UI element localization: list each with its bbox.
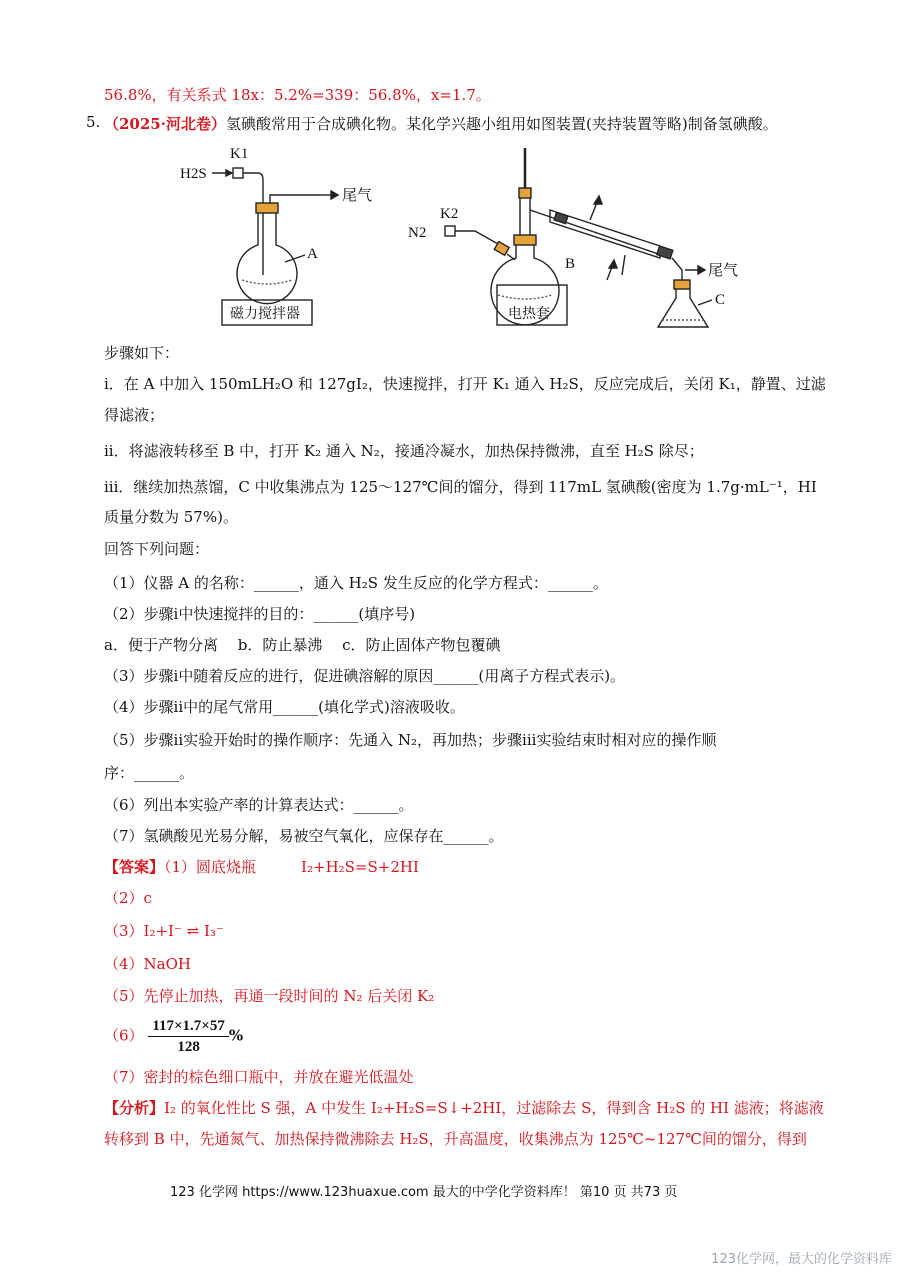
- answer-prompt: 回答下列问题：: [104, 540, 210, 558]
- flask-a: [237, 213, 297, 304]
- liquid-a: [242, 280, 292, 284]
- answer-6: [104, 1016, 243, 1057]
- analysis-label: 【分析】: [104, 1099, 165, 1117]
- apparatus-diagram: [170, 140, 770, 335]
- tail-gas-label-2: 尾气: [708, 263, 739, 279]
- erlenmeyer-c: [658, 289, 708, 327]
- gas-inlet-tube: [243, 173, 263, 275]
- question-source: （2025·河北卷）: [104, 115, 226, 133]
- answer-5: （5）先停止加热，再通一段时间的 N₂ 后关闭 K₂: [104, 987, 435, 1005]
- distilling-head: [520, 198, 530, 235]
- label-a: A: [307, 246, 318, 262]
- k1-stopcock: [233, 168, 243, 178]
- tail-arrowhead-1: [331, 191, 338, 199]
- sub-question-3: （3）步骤i中随着反应的进行，促进碘溶解的原因______(用离子方程式表示)。: [104, 667, 626, 685]
- stirrer-label: 磁力搅拌器: [230, 307, 300, 322]
- step-3-cont: 质量分数为 57%)。: [104, 508, 238, 526]
- watermark: 123化学网，最大的化学资料库: [711, 1252, 892, 1267]
- sub-question-1: （1）仪器 A 的名称：______，通入 H₂S 发生反应的化学方程式：______。: [104, 574, 608, 592]
- step-1: i．在 A 中加入 150mLH₂O 和 127gI₂，快速搅拌，打开 K₁ 通入 H₂S，反应完成后，关闭 K₁，静置、过滤: [104, 375, 826, 393]
- adapter: [672, 258, 682, 280]
- steps-title: 步骤如下：: [104, 344, 180, 362]
- percent-sign: %: [228, 1026, 244, 1045]
- sub-question-4: （4）步骤ii中的尾气常用______(填化学式)溶液吸收。: [104, 698, 465, 716]
- answer-6-prefix: （6）: [104, 1026, 144, 1045]
- sub-question-2-options: a．便于产物分离 b．防止暴沸 c．防止固体产物包覆碘: [104, 636, 501, 654]
- question-stem: [104, 113, 778, 135]
- liquid-b: [498, 295, 552, 299]
- page-footer: 123 化学网 https://www.123huaxue.com 最大的中学化学资料库！ 第10 页 共73 页: [170, 1185, 678, 1200]
- condenser-joint-2: [657, 246, 673, 259]
- answer-label: 【答案】: [104, 858, 165, 876]
- h2s-arrowhead: [226, 170, 232, 176]
- stopper-a: [256, 203, 278, 213]
- sub-question-6: （6）列出本实验产率的计算表达式：______。: [104, 796, 414, 814]
- answer-7: （7）密封的棕色细口瓶中，并放在避光低温处: [104, 1068, 414, 1086]
- previous-answer-tail: 56.8%，有关系式 18x：5.2%=339：56.8%，x=1.7。: [104, 86, 491, 104]
- tail-gas-label-1: 尾气: [342, 188, 373, 204]
- condenser-inner-tube: [530, 210, 670, 258]
- gas-outlet-tube: [270, 195, 320, 203]
- analysis-line-2: 转移到 B 中，先通氮气、加热保持微沸除去 H₂S，升高温度，收集沸点为 125℃~127℃间的馏分，得到: [104, 1130, 807, 1148]
- answer-4: （4）NaOH: [104, 955, 191, 973]
- water-in-arrowhead: [609, 260, 617, 268]
- stopper-b: [514, 235, 536, 245]
- h2s-label: H2S: [180, 166, 207, 182]
- n2-label: N2: [408, 225, 427, 241]
- label-c-pointer: [698, 300, 712, 305]
- sub-question-2: （2）步骤i中快速搅拌的目的：______(填序号): [104, 605, 416, 623]
- answer-2: （2）c: [104, 889, 152, 907]
- step-1-cont: 得滤液；: [104, 406, 165, 424]
- sub-question-7: （7）氢碘酸见光易分解，易被空气氧化，应保存在______。: [104, 827, 504, 845]
- water-out-arrowhead: [594, 196, 602, 204]
- sub-question-5: （5）步骤ii实验开始时的操作顺序：先通入 N₂，再加热；步骤iii实验结束时相对应的操作顺: [104, 731, 717, 749]
- k2-label: K2: [440, 206, 459, 222]
- k1-label: K1: [230, 146, 249, 162]
- k2-stopcock: [445, 226, 455, 236]
- stopper-c: [674, 280, 690, 289]
- water-in-tube: [622, 255, 625, 275]
- label-a-pointer: [285, 255, 305, 262]
- thermometer-stopper: [519, 188, 531, 198]
- answer-3: （3）I₂+I⁻ ⇌ I₃⁻: [104, 922, 224, 940]
- fraction-denominator: 128: [177, 1039, 200, 1055]
- yield-fraction: [148, 1016, 229, 1057]
- fraction-numerator: 117×1.7×57: [148, 1016, 229, 1037]
- label-c: C: [715, 292, 726, 308]
- step-2: ii．将滤液转移至 B 中，打开 K₂ 通入 N₂，接通冷凝水，加热保持微沸，直至 H₂S 除尽；: [104, 442, 704, 460]
- step-3: iii．继续加热蒸馏，C 中收集沸点为 125～127℃间的馏分，得到 117mL 氢碘酸(密度为 1.7g·mL⁻¹，HI: [104, 478, 817, 496]
- heater-label: 电热套: [508, 307, 550, 322]
- tail-arrowhead-2: [698, 266, 705, 274]
- analysis-line-1-text: I₂ 的氧化性比 S 强，A 中发生 I₂+H₂S=S↓+2HI，过滤除去 S，得到含 H₂S 的 HI 滤液；将滤液: [164, 1099, 824, 1117]
- question-stem-text: 氢碘酸常用于合成碘化物。某化学兴趣小组用如图装置(夹持装置等略)制备氢碘酸。: [225, 115, 778, 133]
- answer-1: [104, 856, 419, 878]
- sub-question-5-cont: 序：______。: [104, 764, 195, 782]
- answer-1-text: （1）圆底烧瓶 I₂+H₂S=S+2HI: [164, 858, 419, 876]
- condenser-joint-1: [554, 212, 568, 223]
- analysis-line-1: [104, 1097, 824, 1119]
- label-b: B: [565, 256, 576, 272]
- question-number: 5.: [86, 113, 101, 131]
